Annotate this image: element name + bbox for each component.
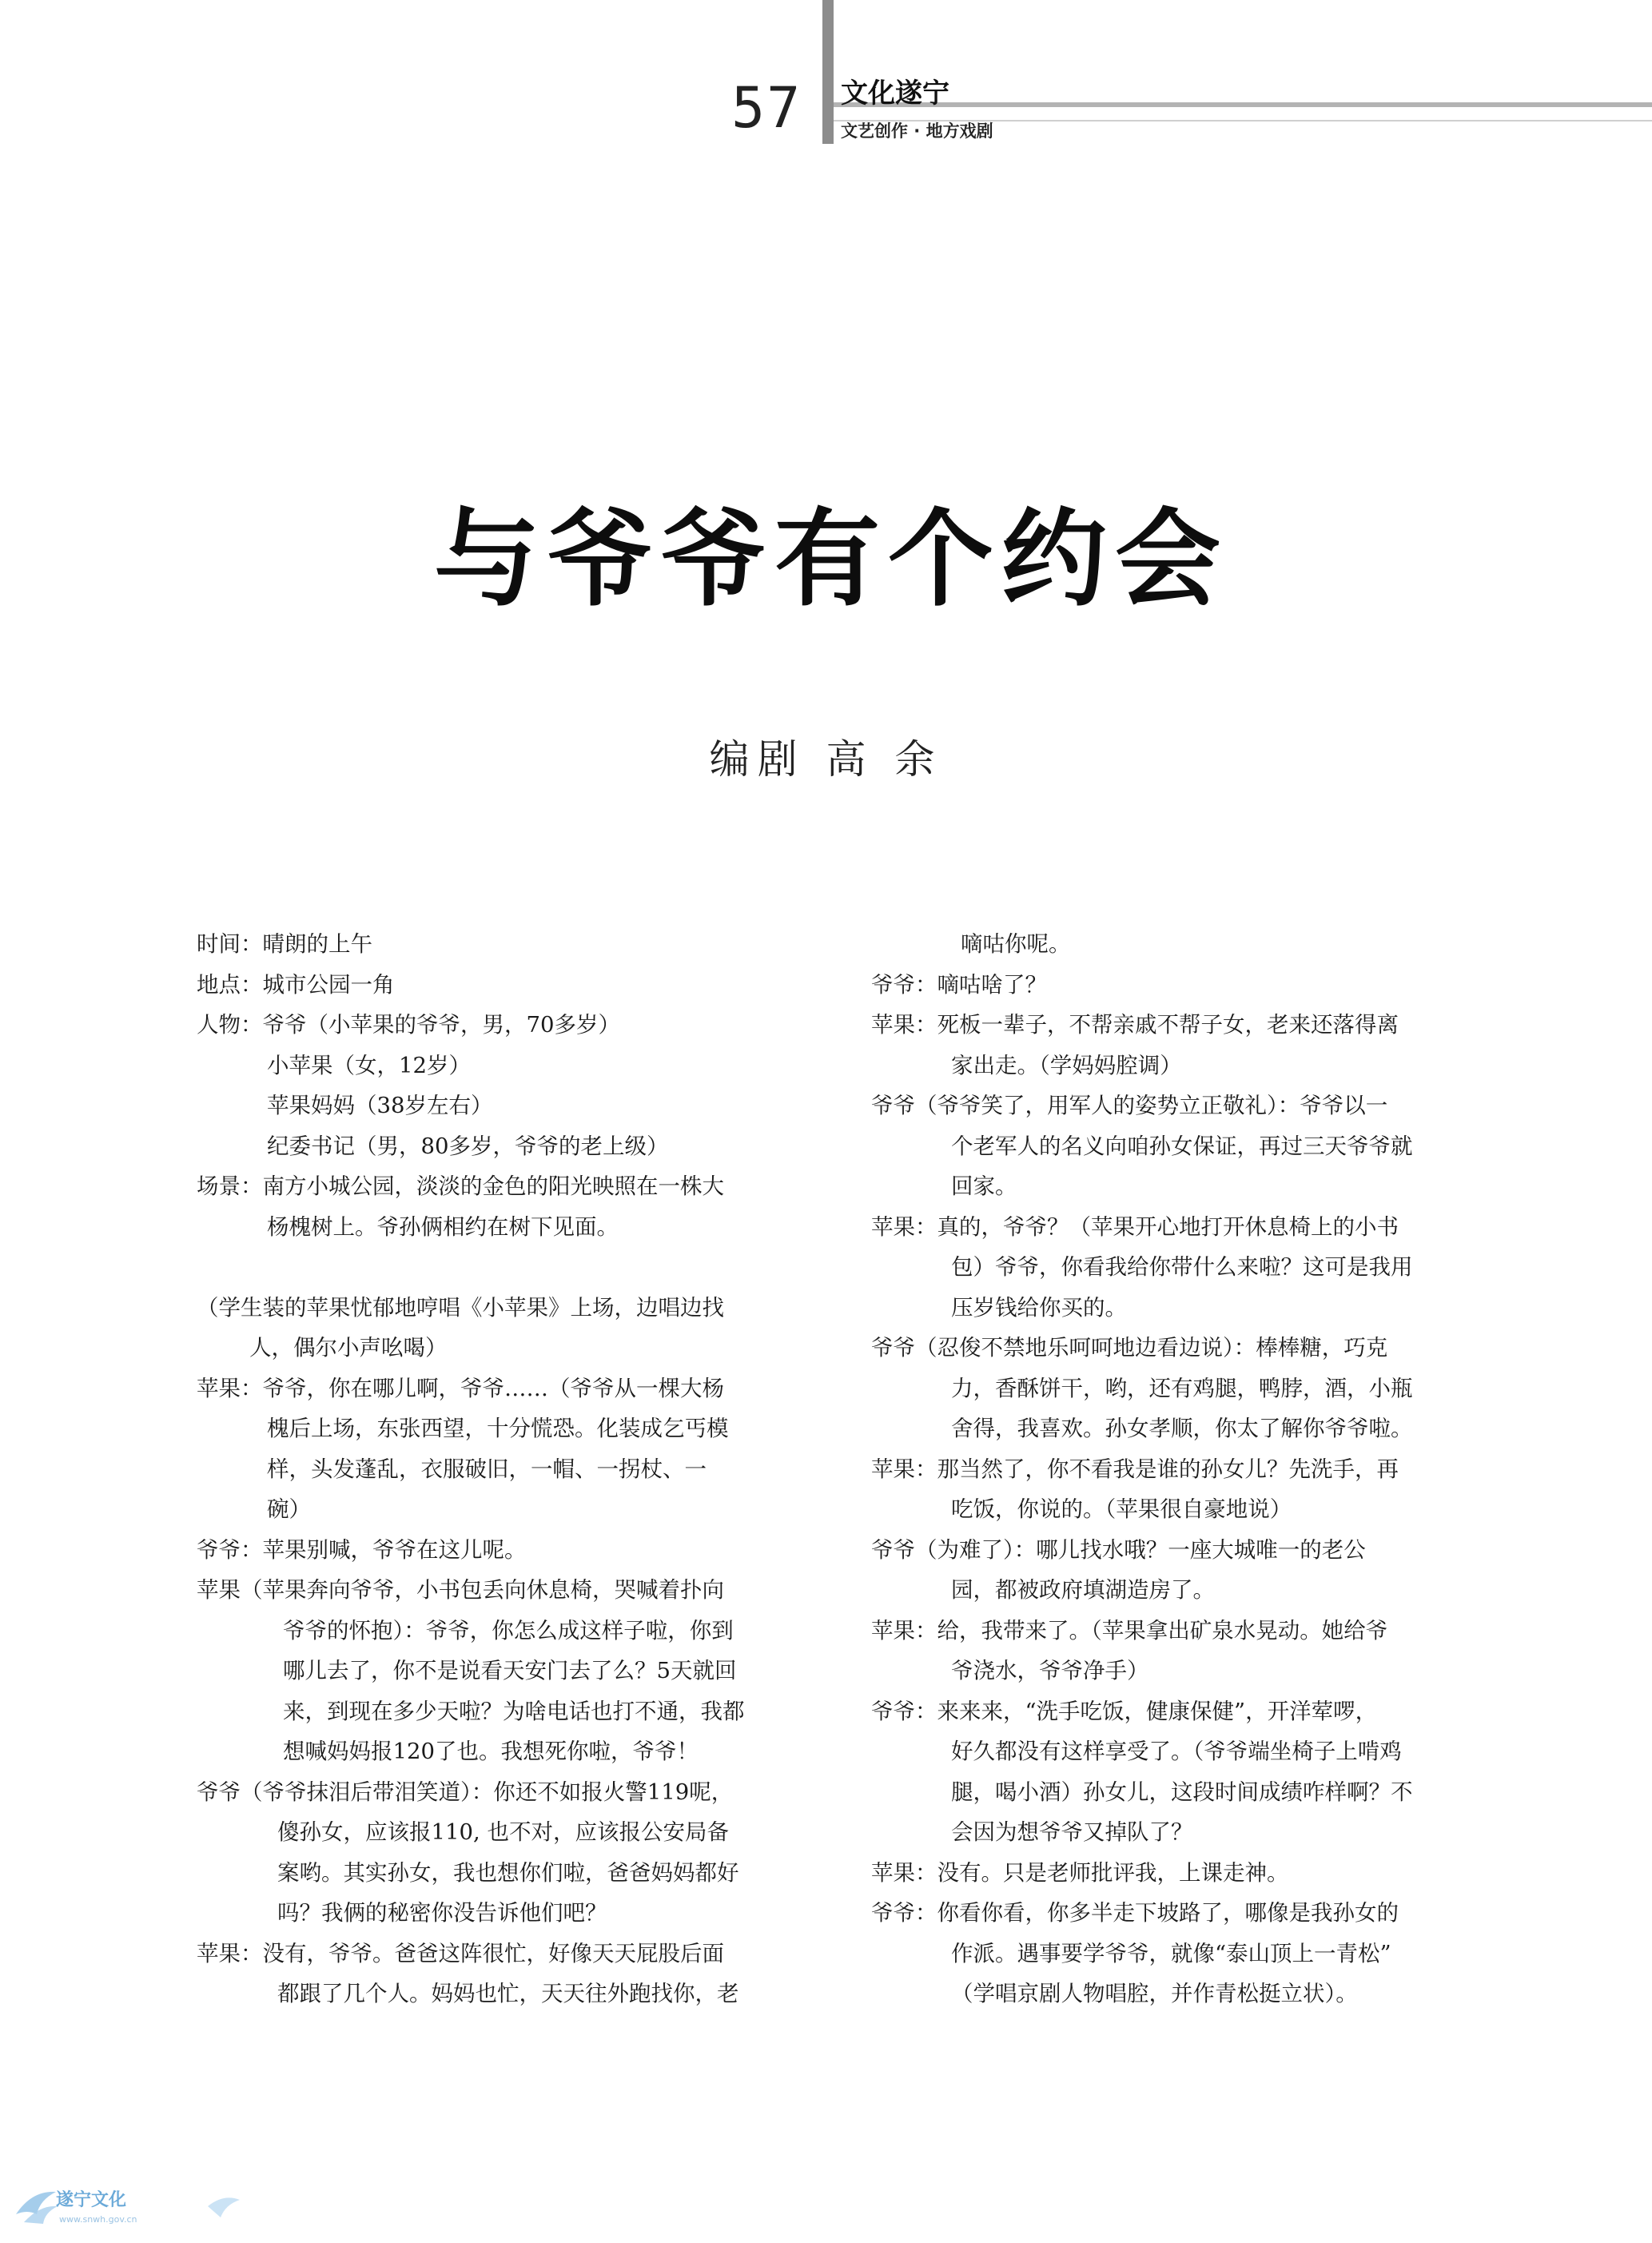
- text-line: 来，到现在多少天啦？为啥电话也打不通，我都: [283, 1698, 745, 1724]
- watermark-wing-icon: [8, 2182, 248, 2238]
- text-line: 腿，喝小酒）孙女儿，这段时间成绩咋样啊？不: [951, 1779, 1413, 1805]
- watermark-url: www.snwh.gov.cn: [59, 2214, 137, 2225]
- text-line: 苹果妈妈（38岁左右）: [267, 1093, 493, 1118]
- text-line: 哪儿去了，你不是说看天安门去了么？5天就回: [283, 1658, 737, 1683]
- text-line: 苹果：爷爷，你在哪儿啊，爷爷……（爷爷从一棵大杨: [197, 1375, 724, 1401]
- text-line: 苹果：死板一辈子，不帮亲戚不帮子女，老来还落得离: [871, 1012, 1399, 1038]
- text-line: 样，头发蓬乱，衣服破旧，一帽、一拐杖、一: [267, 1456, 707, 1482]
- text-line: 苹果（苹果奔向爷爷，小书包丢向休息椅，哭喊着扑向: [197, 1577, 724, 1603]
- text-line: 苹果：没有。只是老师批评我，上课走神。: [871, 1859, 1289, 1886]
- text-line: 力，香酥饼干，哟，还有鸡腿，鸭脖，酒，小瓶: [951, 1375, 1413, 1401]
- left-column: [197, 924, 784, 2014]
- text-line: 人物：爷爷（小苹果的爷爷，男，70多岁）: [197, 1012, 620, 1038]
- text-line: 傻孙女，应该报110, 也不对，应该报公安局备: [277, 1819, 729, 1845]
- byline: 编剧 高 余: [709, 736, 943, 783]
- text-line: 地点：城市公园一角: [197, 971, 395, 998]
- text-line: 作派。遇事要学爷爷，就像“泰山顶上一青松”: [951, 1940, 1391, 1966]
- text-line: 家出走。（学妈妈腔调）: [951, 1052, 1182, 1078]
- right-column: [871, 924, 1479, 2014]
- text-line: 苹果：给，我带来了。（苹果拿出矿泉水晃动。她给爷: [871, 1617, 1388, 1643]
- text-line: 都跟了几个人。妈妈也忙，天天往外跑找你，老: [277, 1981, 739, 2006]
- play-title: 与爷爷有个约会: [434, 498, 1228, 621]
- text-line: 爷爷的怀抱）：爷爷，你怎么成这样子啦，你到: [283, 1617, 734, 1643]
- text-line: 爷爷：来来来，“洗手吃饭，健康保健”，开洋荤啰，: [871, 1698, 1378, 1724]
- text-line: （学唱京剧人物唱腔，并作青松挺立状）。: [951, 1981, 1358, 2006]
- text-line: 爷爷：你看你看，你多半走下坡路了，哪像是我孙女的: [871, 1900, 1399, 1926]
- text-line: 爷浇水，爷爷净手）: [951, 1658, 1149, 1683]
- text-line: 槐后上场，东张西望，十分慌恐。化装成乞丐模: [267, 1416, 729, 1441]
- text-line: 杨槐树上。爷孙俩相约在树下见面。: [267, 1213, 619, 1240]
- text-line: 会因为想爷爷又掉队了？: [951, 1819, 1193, 1845]
- text-line: 好久都没有这样享受了。（爷爷端坐椅子上啃鸡: [951, 1739, 1402, 1764]
- text-line: （学生装的苹果忧郁地哼唱《小苹果》上场，边唱边找: [197, 1294, 724, 1321]
- text-line: 想喊妈妈报120了也。我想死你啦，爷爷！: [283, 1739, 699, 1764]
- text-line: 小苹果（女，12岁）: [267, 1052, 471, 1078]
- text-line: 压岁钱给你买的。: [951, 1294, 1127, 1321]
- text-line: 吃饭，你说的。（苹果很自豪地说）: [951, 1496, 1292, 1522]
- section-title: 文化遂宁: [841, 78, 949, 110]
- text-line: 园，都被政府填湖造房了。: [951, 1577, 1215, 1603]
- page-number: 57: [731, 75, 802, 141]
- text-line: 苹果：那当然了，你不看我是谁的孙女儿？先洗手，再: [871, 1456, 1399, 1482]
- text-line: 吗？我俩的秘密你没告诉他们吧？: [277, 1900, 607, 1926]
- paragraph-gap: [197, 1247, 784, 1288]
- text-line: 爷爷（爷爷抹泪后带泪笑道）：你还不如报火警119呢，: [197, 1779, 734, 1805]
- text-line: 嘀咕你呢。: [961, 931, 1071, 957]
- text-line: 纪委书记（男，80多岁，爷爷的老上级）: [267, 1133, 669, 1159]
- text-line: 个老军人的名义向咱孙女保证，再过三天爷爷就: [951, 1133, 1413, 1159]
- text-line: 爷爷（忍俊不禁地乐呵呵地边看边说）：棒棒糖，巧克: [871, 1335, 1388, 1361]
- text-line: 人，偶尔小声吆喝）: [249, 1335, 448, 1361]
- text-line: 案哟。其实孙女，我也想你们啦，爸爸妈妈都好: [277, 1859, 739, 1886]
- text-line: 苹果：没有，爷爷。爸爸这阵很忙，好像天天屁股后面: [197, 1940, 724, 1966]
- text-line: 包）爷爷，你看我给你带什么来啦？这可是我用: [951, 1254, 1413, 1280]
- text-line: 回家。: [951, 1173, 1017, 1199]
- watermark-text: 遂宁文化: [56, 2190, 127, 2210]
- section-subtitle: 文艺创作 · 地方戏剧: [841, 122, 993, 141]
- text-line: 场景：南方小城公园，淡淡的金色的阳光映照在一株大: [197, 1173, 724, 1199]
- text-line: 爷爷（爷爷笑了，用军人的姿势立正敬礼）：爷爷以一: [871, 1093, 1388, 1118]
- text-line: 爷爷（为难了）：哪儿找水哦？一座大城唯一的老公: [871, 1536, 1366, 1563]
- header-vertical-bar: [822, 0, 834, 144]
- text-line: 时间：晴朗的上午: [197, 931, 372, 957]
- header-rule: [834, 102, 1652, 107]
- text-line: 舍得，我喜欢。孙女孝顺，你太了解你爷爷啦。: [951, 1416, 1413, 1441]
- text-line: 爷爷：苹果别喊，爷爷在这儿呢。: [197, 1536, 527, 1563]
- text-line: 碗）: [267, 1496, 311, 1522]
- text-line: 爷爷：嘀咕啥了？: [871, 971, 1047, 998]
- text-line: 苹果：真的，爷爷？（苹果开心地打开休息椅上的小书: [871, 1213, 1399, 1240]
